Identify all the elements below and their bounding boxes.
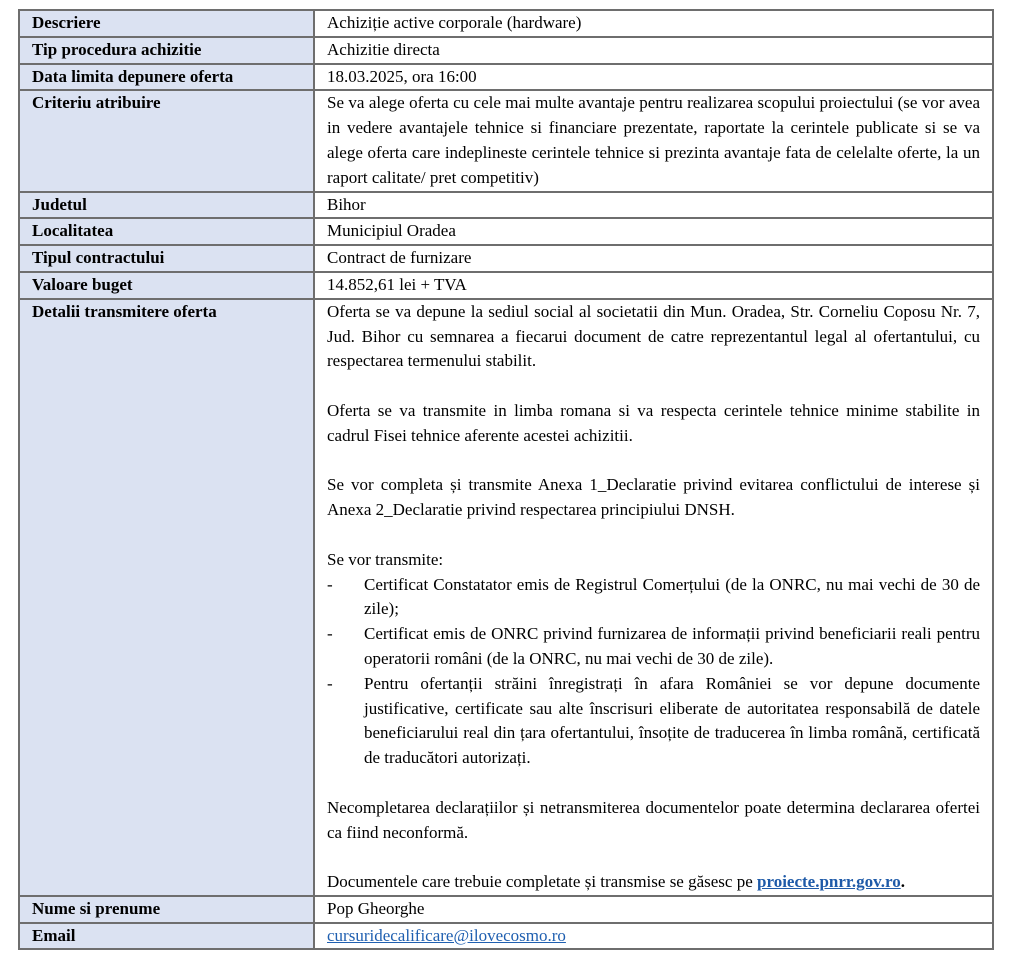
paragraph-neconformitate: Necompletarea declarațiilor și netransmiterea documentelor poate determina declararea ofertei ca fiind neconformă.: [327, 797, 980, 842]
value-data-limita: 18.03.2025, ora 16:00: [314, 64, 993, 91]
row-tip-procedura: [19, 37, 993, 64]
label-tip-procedura: Tip procedura achizitie: [19, 37, 314, 64]
list-item-text: Pentru ofertanții străini înregistrați în afara României se vor depune documente justificative, certificate sau alte înscrisuri eliberate de autoritatea responsabilă de datele beneficiarului real din țara ofertantului, însoțite de traducerea în limba română, certificată de traducători autorizați.: [364, 673, 980, 768]
bullet-dash: -: [327, 574, 333, 594]
label-nume: Nume si prenume: [19, 896, 314, 923]
value-email-cell: [314, 923, 993, 950]
spacer: [327, 771, 980, 796]
paragraph-depunere: Oferta se va depune la sediul social al societatii din Mun. Oradea, Str. Corneliu Coposu Nr. 7, Jud. Bihor cu semnarea a fiecarui document de catre reprezentantul legal al ofertantului, cu respectarea termenului stabilit.: [327, 301, 980, 371]
label-localitatea: Localitatea: [19, 218, 314, 245]
label-criteriu: Criteriu atribuire: [19, 90, 314, 191]
pnrr-link[interactable]: proiecte.pnrr.gov.ro: [757, 872, 901, 892]
row-criteriu: [19, 90, 993, 191]
value-tip-procedura: Achizitie directa: [314, 37, 993, 64]
list-item-text: Certificat Constatator emis de Registrul Comerțului (de la ONRC, nu mai vechi de 30 de zile);: [364, 574, 980, 619]
value-descriere: Achiziție active corporale (hardware): [314, 10, 993, 37]
label-email: Email: [19, 923, 314, 950]
row-detalii-transmitere: [19, 299, 993, 896]
label-valoare-buget: Valoare buget: [19, 272, 314, 299]
value-judetul: Bihor: [314, 192, 993, 219]
list-item-text: Certificat emis de ONRC privind furnizarea de informații privind beneficiarii reali pentru operatorii români (de la ONRC, nu mai vechi de 30 de zile).: [364, 624, 980, 668]
paragraph-documente: [327, 870, 980, 895]
list-item: [327, 622, 980, 672]
paragraph-limba: Oferta se va transmite in limba romana si va respecta cerintele tehnice minime stabilite in cadrul Fisei tehnice aferente acestei achizitii.: [327, 400, 980, 445]
row-descriere: [19, 10, 993, 37]
spacer: [327, 374, 980, 399]
list-item: [327, 672, 980, 771]
spacer: [327, 523, 980, 548]
row-nume: [19, 896, 993, 923]
value-valoare-buget: 14.852,61 lei + TVA: [314, 272, 993, 299]
label-tipul-contractului: Tipul contractului: [19, 245, 314, 272]
row-email: [19, 923, 993, 950]
label-data-limita: Data limita depunere oferta: [19, 64, 314, 91]
value-nume: Pop Gheorghe: [314, 896, 993, 923]
email-link[interactable]: cursuridecalificare@ilovecosmo.ro: [327, 925, 566, 945]
value-tipul-contractului: Contract de furnizare: [314, 245, 993, 272]
paragraph-anexe: Se vor completa și transmite Anexa 1_Declaratie privind evitarea conflictului de interese și Anexa 2_Declaratie privind respectarea principiului DNSH.: [327, 475, 980, 520]
spacer: [327, 845, 980, 870]
procurement-details-table: [18, 9, 994, 950]
bullet-dash: -: [327, 624, 333, 644]
label-judetul: Judetul: [19, 192, 314, 219]
list-intro: Se vor transmite:: [327, 549, 444, 569]
label-detalii-transmitere: Detalii transmitere oferta: [19, 299, 314, 896]
row-data-limita: [19, 64, 993, 91]
row-judetul: [19, 192, 993, 219]
label-descriere: Descriere: [19, 10, 314, 37]
bullet-dash: -: [327, 673, 333, 693]
row-tipul-contractului: [19, 245, 993, 272]
row-valoare-buget: [19, 272, 993, 299]
list-item: [327, 573, 980, 623]
value-criteriu: Se va alege oferta cu cele mai multe avantaje pentru realizarea scopului proiectului (se vor avea in vedere avantajele tehnice si financiare prezentate, raportate la cerintele publicate si se va alege oferta care indeplineste cerintele tehnice si prezinta avantaje fata de celelalte oferte, la un raport calitate/ pret competitiv): [314, 90, 993, 191]
row-localitatea: [19, 218, 993, 245]
value-localitatea: Municipiul Oradea: [314, 218, 993, 245]
documente-prefix: Documentele care trebuie completate și transmise se găsesc pe: [327, 872, 758, 892]
spacer: [327, 449, 980, 474]
value-detalii-transmitere: [314, 299, 993, 896]
documente-suffix: .: [900, 872, 905, 892]
